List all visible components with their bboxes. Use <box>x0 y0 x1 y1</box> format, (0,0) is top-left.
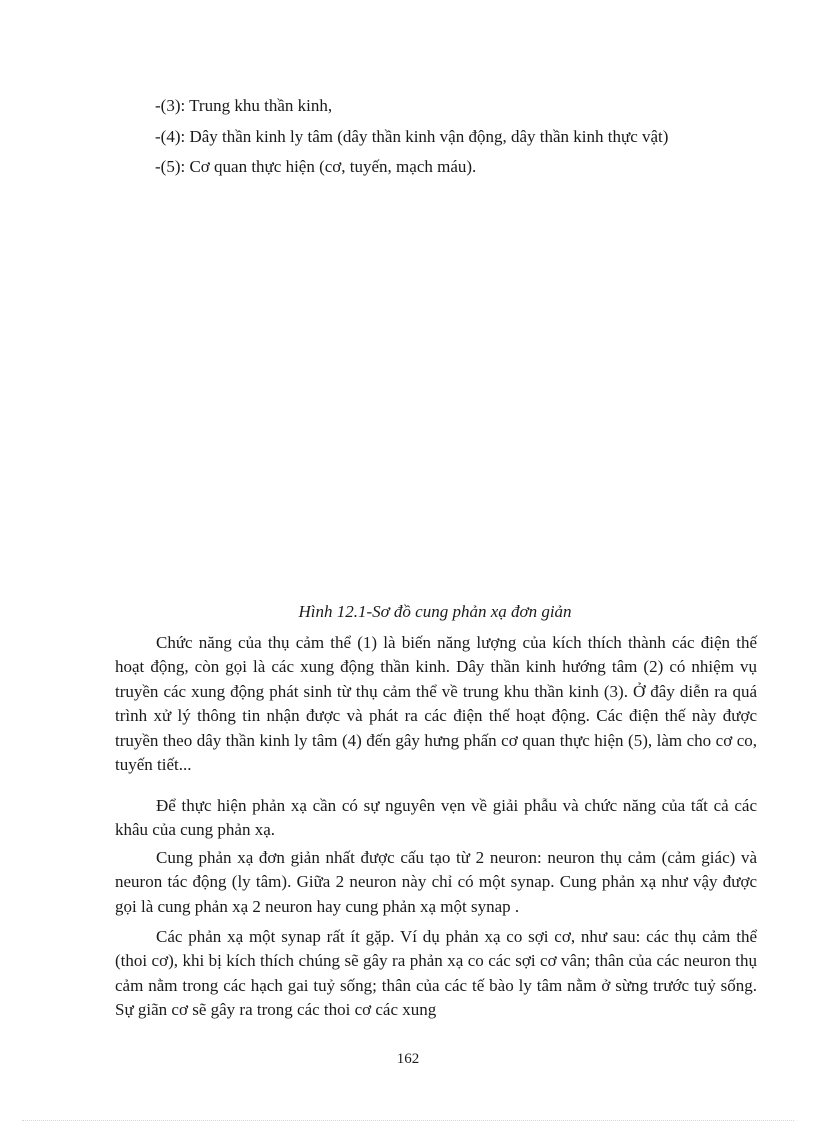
list-item-5: -(5): Cơ quan thực hiện (cơ, tuyến, mạch máu). <box>155 157 477 176</box>
figure-placeholder <box>115 190 755 585</box>
paragraph-receptor-function: Chức năng của thụ cảm thể (1) là biến năng lượng của kích thích thành các điện thế hoạt động, còn gọi là các xung động thần kinh. Dây thần kinh hướng tâm (2) có nhiệm vụ truyền các xung động phát sinh từ thụ cảm thể về trung khu thần kinh (3). Ở đây diễn ra quá trình xử lý thông tin nhận được và phát ra các điện thế hoạt động. Các điện thế này được truyền theo dây thần kinh ly tâm (4) đến gây hưng phấn cơ quan thực hiện (5), làm cho cơ co, tuyến tiết... <box>115 633 757 775</box>
page-number: 162 <box>396 1051 420 1067</box>
paragraph-simple-reflex-arc: Cung phản xạ đơn giản nhất được cấu tạo từ 2 neuron: neuron thụ cảm (cảm giác) và neuron tác động (ly tâm). Giữa 2 neuron này chỉ có một synap. Cung phản xạ như vậy được gọi là cung phản xạ 2 neuron hay cung phản xạ một synap . <box>115 848 757 916</box>
footer-divider <box>22 1120 794 1121</box>
paragraph-reflex-integrity: Để thực hiện phản xạ cần có sự nguyên vẹn về giải phẫu và chức năng của tất cả các khâu của cung phản xạ. <box>115 796 757 840</box>
paragraph-monosynaptic-reflex: Các phản xạ một synap rất ít gặp. Ví dụ phản xạ co sợi cơ, như sau: các thụ cảm thể (thoi cơ), khi bị kích thích chúng sẽ gây ra phản xạ co các sợi cơ vân; thân của các neuron thụ cảm nằm trong các hạch gai tuỷ sống; thân của các tế bào ly tâm nằm ở sừng trước tuỷ sống. Sự giãn cơ sẽ gây ra trong các thoi cơ các xung <box>115 927 757 1020</box>
list-item-4: -(4): Dây thần kinh ly tâm (dây thần kinh vận động, dây thần kinh thực vật) <box>155 127 669 146</box>
figure-caption: Hình 12.1-Sơ đồ cung phản xạ đơn giản <box>298 602 572 621</box>
list-item-3: -(3): Trung khu thần kinh, <box>155 96 333 115</box>
